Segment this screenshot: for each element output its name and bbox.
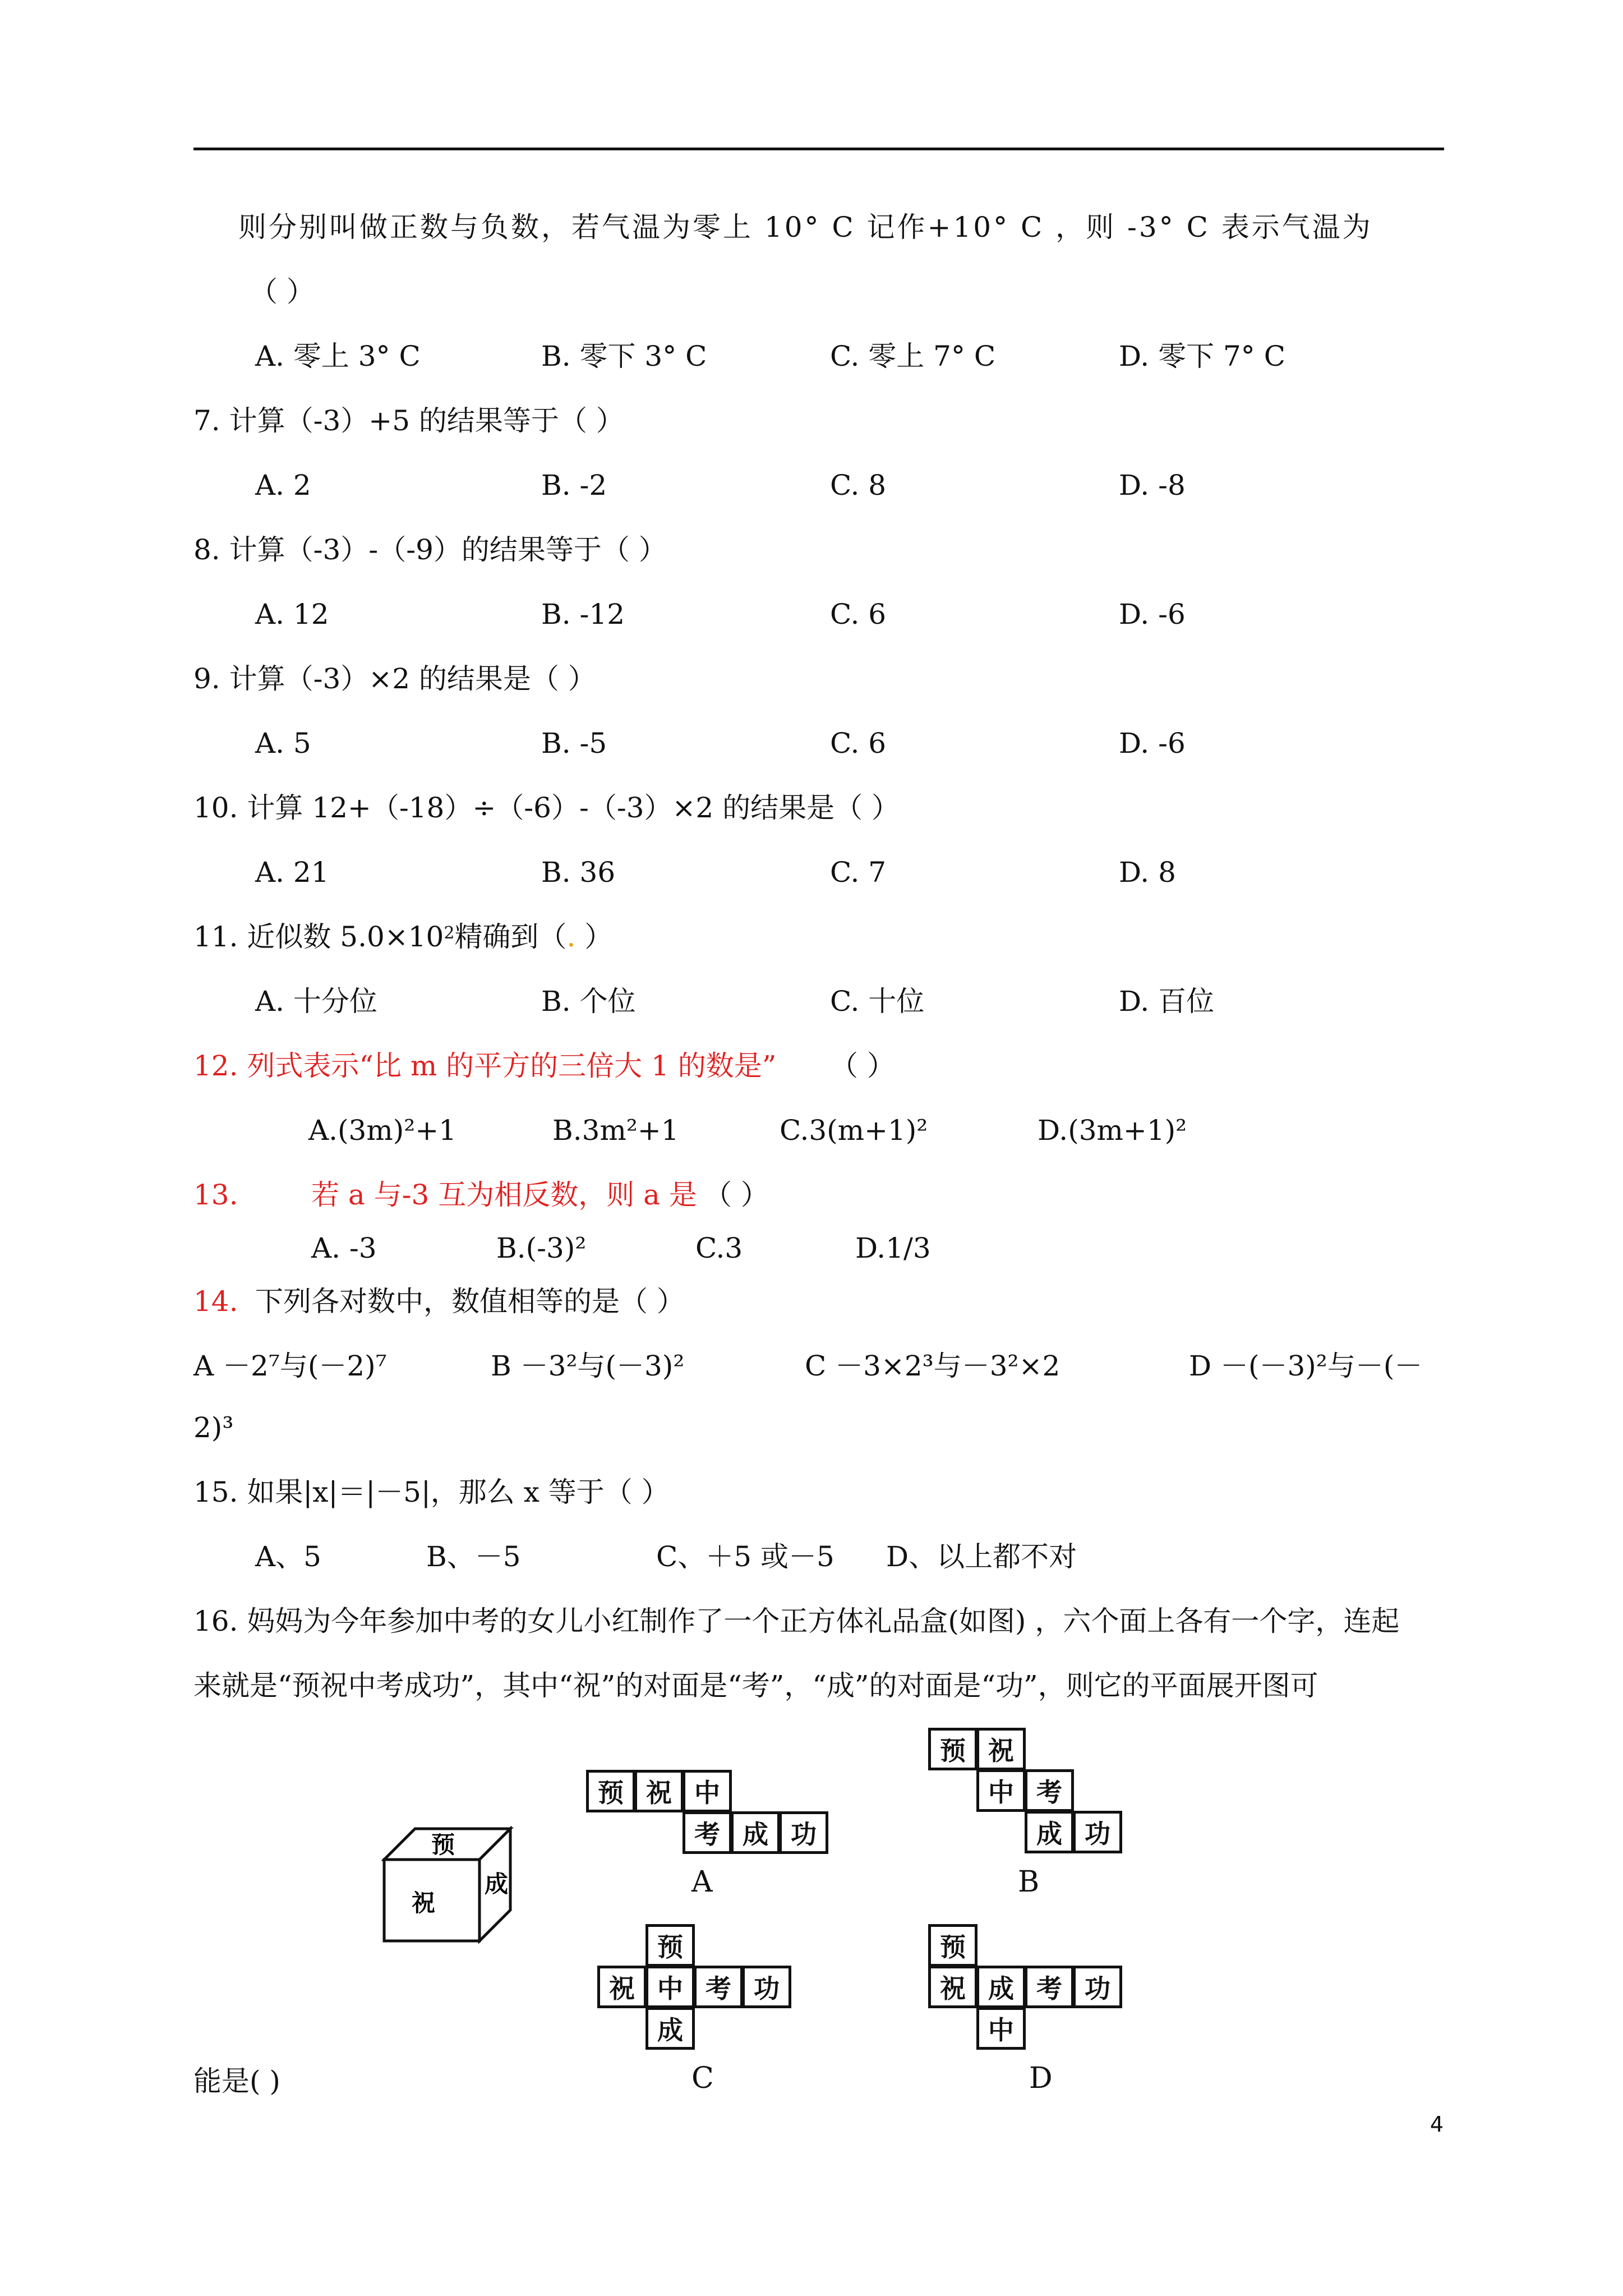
q11-option-d: D. 百位 xyxy=(1119,985,1215,1018)
q10-option-d: D. 8 xyxy=(1119,856,1176,889)
page-number: 4 xyxy=(1430,2112,1444,2137)
cube-top-label: 预 xyxy=(431,1831,455,1858)
q6-option-b: B. 零下 3° C xyxy=(541,340,707,372)
q6-option-c: C. 零上 7° C xyxy=(830,340,996,372)
q12-option-d: D.(3m+1)² xyxy=(1038,1114,1187,1147)
q9-option-b: B. -5 xyxy=(541,727,607,760)
header-rule xyxy=(193,148,1444,150)
q12-stem: 12. 列式表示“比 m 的平方的三倍大 1 的数是” xyxy=(193,1050,777,1082)
cube-figure xyxy=(381,1826,516,1944)
net-c xyxy=(597,1924,810,2059)
net-c-cell: 祝 xyxy=(597,1966,647,2008)
q12-option-c: C.3(m+1)² xyxy=(780,1114,928,1147)
q11-stem-text-2: 精确到（ xyxy=(454,921,567,953)
q8-option-a: A. 12 xyxy=(255,598,329,631)
net-a-cell: 考 xyxy=(683,1811,732,1854)
net-a-cell: 祝 xyxy=(634,1770,684,1812)
q7-option-a: A. 2 xyxy=(255,469,311,501)
q14-option-a: A －2⁷与(－2)⁷ xyxy=(193,1350,387,1382)
q16-line3: 能是( ) xyxy=(193,2065,280,2097)
net-d xyxy=(928,1924,1141,2059)
q13-option-d: D.1/3 xyxy=(855,1232,931,1264)
q11-mark-dot: . xyxy=(566,921,576,953)
net-c-cell: 考 xyxy=(694,1966,743,2008)
q8-option-d: D. -6 xyxy=(1119,598,1186,631)
q15-option-a: A、5 xyxy=(255,1540,321,1573)
q13-option-a: A. -3 xyxy=(311,1232,377,1264)
net-d-cell: 成 xyxy=(976,1966,1026,2008)
q9-option-c: C. 6 xyxy=(830,727,887,760)
net-c-cell: 成 xyxy=(645,2007,695,2050)
q12-option-a: A.(3m)²+1 xyxy=(308,1114,457,1147)
q15-stem: 15. 如果|x|＝|－5|，那么 x 等于（ ） xyxy=(193,1476,670,1508)
net-b xyxy=(928,1728,1186,1862)
q16-line2: 来就是“预祝中考成功”，其中“祝”的对面是“考”，“成”的对面是“功”，则它的平面展开图可 xyxy=(193,1669,1318,1702)
net-d-cell: 祝 xyxy=(928,1966,978,2008)
net-a-caption: A xyxy=(691,1865,713,1899)
cube-right-label: 成 xyxy=(484,1870,509,1898)
net-a xyxy=(586,1770,844,1860)
q7-option-b: B. -2 xyxy=(541,469,607,501)
net-a-cell: 功 xyxy=(779,1811,828,1854)
q10-stem: 10. 计算 12+（-18）÷（-6）-（-3）×2 的结果是（ ） xyxy=(193,792,900,824)
q7-option-c: C. 8 xyxy=(830,469,887,501)
q10-option-b: B. 36 xyxy=(541,856,616,889)
q15-option-b: B、－5 xyxy=(426,1540,521,1573)
q14-number: 14. xyxy=(193,1285,238,1318)
q11-stem-text: 11. 近似数 5.0×10 xyxy=(193,921,444,953)
q16-line1: 16. 妈妈为今年参加中考的女儿小红制作了一个正方体礼品盒(如图) ，六个面上各有一个字，连起 xyxy=(193,1605,1400,1637)
q13-blank: （ ） xyxy=(704,1179,769,1211)
q13-option-c: C.3 xyxy=(695,1232,743,1264)
net-b-cell: 考 xyxy=(1025,1769,1074,1812)
q13-stem: 若 a 与-3 互为相反数，则 a 是 xyxy=(311,1179,697,1211)
net-d-cell: 考 xyxy=(1025,1966,1074,2008)
q15-option-c: C、＋5 或－5 xyxy=(656,1540,834,1573)
q11-option-b: B. 个位 xyxy=(541,985,636,1018)
q11-option-c: C. 十位 xyxy=(830,985,925,1018)
q11-exponent: 2 xyxy=(444,923,455,943)
net-c-caption: C xyxy=(691,2062,714,2095)
net-b-caption: B xyxy=(1018,1865,1040,1899)
q12-option-b: B.3m²+1 xyxy=(552,1114,679,1147)
net-b-cell: 成 xyxy=(1025,1811,1074,1853)
net-d-cell: 功 xyxy=(1073,1966,1122,2008)
net-b-cell: 中 xyxy=(976,1769,1026,1812)
q14-option-b: B －3²与(－3)² xyxy=(491,1350,685,1382)
net-a-cell: 预 xyxy=(586,1770,635,1812)
q10-option-c: C. 7 xyxy=(830,856,887,889)
q10-option-a: A. 21 xyxy=(255,856,329,889)
q13-number: 13. xyxy=(193,1179,238,1211)
q9-option-d: D. -6 xyxy=(1119,727,1186,760)
q8-option-c: C. 6 xyxy=(830,598,887,631)
q6-line1: 则分别叫做正数与负数，若气温为零上 10° C 记作+10° C ，则 -3° C 表示气温为 xyxy=(238,211,1373,243)
net-b-cell: 功 xyxy=(1073,1811,1122,1853)
q14-option-d-wrap: 2)³ xyxy=(193,1411,234,1444)
net-b-cell: 祝 xyxy=(976,1728,1026,1770)
cube-front-label: 祝 xyxy=(411,1889,436,1917)
q11-blank: ） xyxy=(575,921,613,953)
net-c-cell: 中 xyxy=(645,1966,695,2008)
net-c-cell: 预 xyxy=(645,1924,695,1967)
q9-option-a: A. 5 xyxy=(255,727,311,760)
q9-stem: 9. 计算（-3）×2 的结果是（ ） xyxy=(193,662,596,695)
q14-option-c: C －3×2³与－3²×2 xyxy=(805,1350,1061,1382)
q7-stem: 7. 计算（-3）+5 的结果等于（ ） xyxy=(193,404,624,437)
q11-option-a: A. 十分位 xyxy=(255,985,377,1018)
net-a-cell: 成 xyxy=(731,1811,780,1854)
q11-stem xyxy=(193,920,612,954)
net-d-caption: D xyxy=(1029,2062,1053,2095)
q8-option-b: B. -12 xyxy=(541,598,625,631)
q6-option-d: D. 零下 7° C xyxy=(1119,340,1285,372)
q7-option-d: D. -8 xyxy=(1119,469,1186,501)
q13-option-b: B.(-3)² xyxy=(496,1232,587,1264)
net-c-cell: 功 xyxy=(742,1966,791,2008)
q12-blank: （ ） xyxy=(830,1050,895,1082)
q15-option-d: D、以上都不对 xyxy=(886,1540,1077,1573)
net-d-cell: 中 xyxy=(976,2007,1026,2050)
net-d-cell: 预 xyxy=(928,1924,978,1967)
q14-option-d: D －(－3)²与－(－ xyxy=(1189,1350,1423,1382)
q6-option-a: A. 零上 3° C xyxy=(255,340,421,372)
q6-line2: （ ） xyxy=(250,275,315,308)
net-a-cell: 中 xyxy=(683,1770,732,1812)
net-b-cell: 预 xyxy=(928,1728,978,1770)
q14-stem: 下列各对数中，数值相等的是（ ） xyxy=(255,1285,685,1318)
q8-stem: 8. 计算（-3）-（-9）的结果等于（ ） xyxy=(193,533,667,566)
